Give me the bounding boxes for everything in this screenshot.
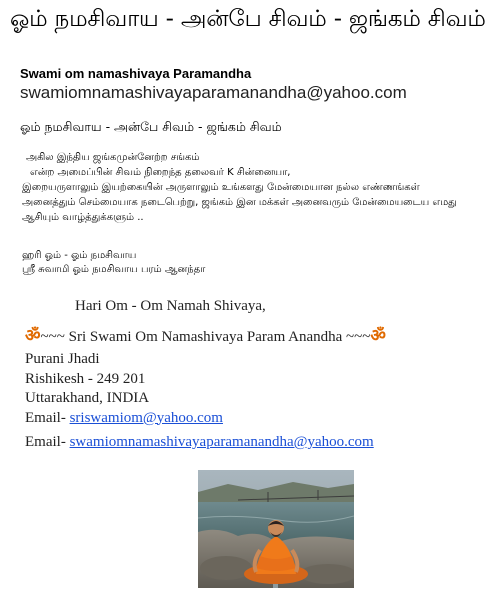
message-paragraph — [22, 150, 492, 225]
address-line: Uttarakhand, INDIA — [25, 390, 150, 406]
email-label: Email- — [25, 434, 66, 450]
swami-photo — [198, 470, 354, 588]
greeting-line: ஹரி ஓம் - ஓம் நமசிவாய — [22, 250, 137, 261]
greeting-block — [22, 249, 205, 277]
paragraph-line: இறையருளாலும் இயற்கையின் அருளாலும் உங்களது மேன்மையான நல்ல எண்ணங்கள் — [22, 182, 420, 193]
paragraph-line: அகில இந்திய ஜங்கமுன்னேற்ற சங்கம் — [26, 152, 200, 163]
paragraph-line: அனைத்தும் செம்மையாக நடைபெற்று, ஜங்கம் இன மக்கள் அனைவரும் மேன்மையடைய எமது — [22, 197, 457, 208]
email-link-primary[interactable]: sriswamiom@yahoo.com — [69, 409, 223, 426]
message-heading: ஓம் நமசிவாய - அன்பே சிவம் - ஜங்கம் சிவம் — [20, 119, 282, 134]
hari-om-line: Hari Om - Om Namah Shivaya, — [75, 298, 266, 314]
om-icon: ॐ — [370, 326, 386, 345]
paragraph-line: ஆசியும் வாழ்த்துக்களும் .. — [22, 212, 144, 223]
swami-name: ~~~ Sri Swami Om Namashivaya Param Anandha ~~~ — [40, 329, 371, 345]
email-row — [25, 434, 374, 451]
address-line: Purani Jhadi — [25, 351, 100, 367]
paragraph-line: என்ற அமைப்பின் சிவம் நிறைந்த தலைவர் K சின்னையா, — [30, 167, 291, 178]
swami-photo-image — [198, 470, 354, 588]
address-line: Rishikesh - 249 201 — [25, 370, 146, 387]
page-title: ஓம் நமசிவாய - அன்பே சிவம் - ஜங்கம் சிவம் — [10, 6, 486, 32]
email-label: Email- — [25, 409, 66, 426]
sender-email[interactable]: swamiomnamashivayaparamanandha@yahoo.com — [20, 83, 407, 102]
sender-name: Swami om namashivaya Paramandha — [20, 66, 252, 81]
email-row — [25, 409, 223, 429]
greeting-line: ஸ்ரீ சுவாமி ஓம் நமசிவாய பரம் ஆனந்தா — [22, 264, 206, 275]
swami-signature-line — [25, 323, 386, 346]
email-link-secondary[interactable]: swamiomnamashivayaparamanandha@yahoo.com — [69, 434, 374, 450]
om-icon: ॐ — [25, 326, 41, 345]
address-block — [25, 350, 223, 428]
